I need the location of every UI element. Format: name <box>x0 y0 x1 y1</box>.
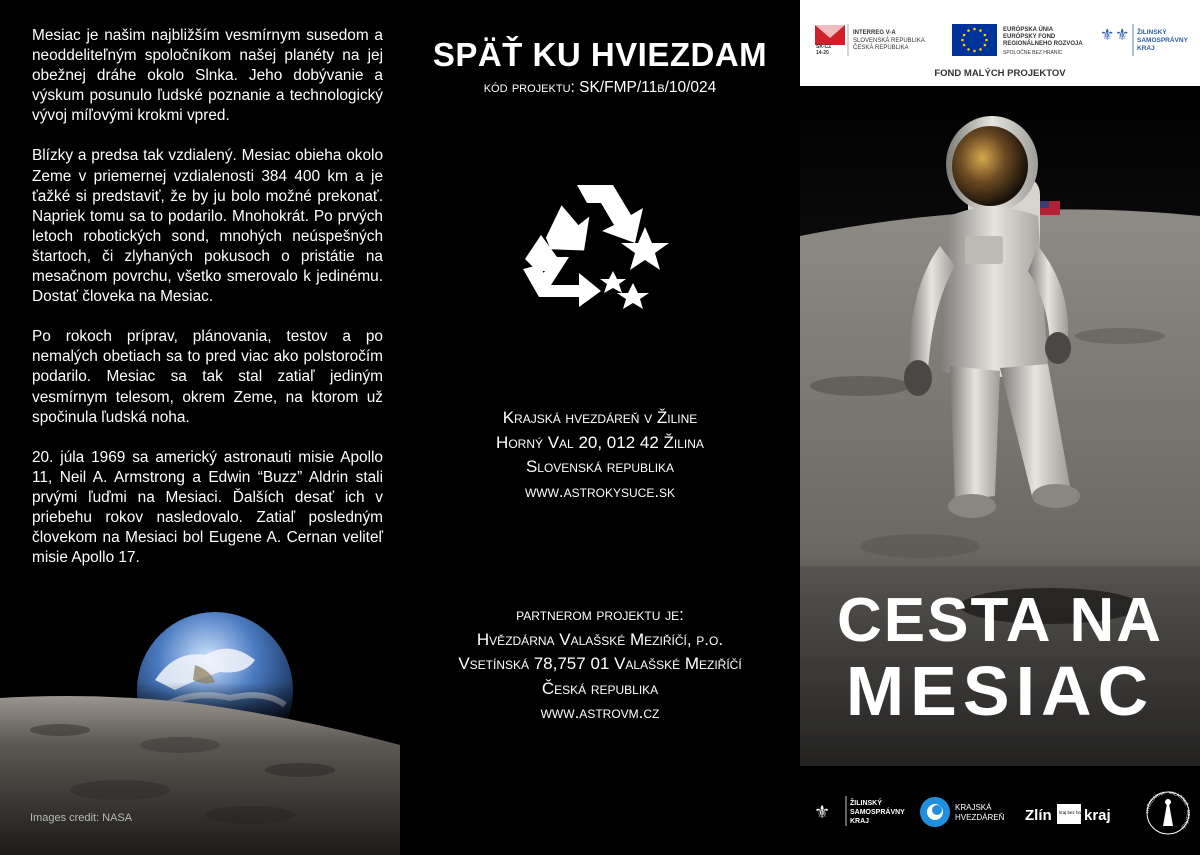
story-text <box>32 26 383 588</box>
zilina-line-1: ŽILINSKÝ <box>1137 29 1167 36</box>
interreg-country-2: ČESKÁ REPUBLIKA <box>853 45 909 51</box>
skcz-label: SK-CZ <box>816 44 832 50</box>
cover-title <box>800 588 1200 728</box>
zilina-white-crest-icon: ⚜ <box>814 802 831 823</box>
address-line-1: Krajská hvezdáreň v Žiline <box>502 408 698 427</box>
eu-motto: SPOLOČNE BEZ HRANÍC <box>1003 50 1063 56</box>
zilina-crest-icon: ⚜ <box>1100 25 1115 44</box>
kh-line-2: HVEZDÁREŇ <box>955 813 1005 822</box>
eu-flag-logo <box>952 24 1083 56</box>
kraj-text: kraj <box>1084 807 1111 824</box>
zilina-region-logo <box>1100 24 1189 56</box>
right-panel <box>800 0 1200 855</box>
zilina-line-2: SAMOSPRÁVNY <box>1137 37 1188 44</box>
partner-heading: partnerom projektu je: <box>516 605 684 624</box>
image-credit: Images credit: NASA <box>30 812 133 824</box>
address-line-2: Horný Val 20, 012 42 Žilina <box>496 432 704 452</box>
zlin-region-logo <box>1025 804 1111 824</box>
partner-line-2: Vsetínská 78,757 01 Valašské Meziříčí <box>458 654 742 673</box>
story-paragraph-2: Blízky a predsa tak vzdialený. Mesiac obieha okolo Zeme v priemernej vzdialenosti 384 400 km a je ťažké si predstaviť, že by ju bolo možné prekonať. Napriek tomu sa to podarilo. Mnohokrát. Po prvých letoch robotických sond, mnohých neúspešných štartoch, či zlyhaných pokusoch o pristátie na mesačnom povrchu, všetko smerovalo k jedinému. Dostať človeka na Mesiac. <box>32 147 383 306</box>
middle-panel <box>400 0 800 855</box>
partner-line-1: Hvězdárna Valašské Meziříčí, p.o. <box>476 629 724 649</box>
eu-regional: REGIONÁLNEHO ROZVOJA <box>1003 41 1083 47</box>
sponsor-logo-strip <box>800 0 1200 86</box>
krajska-hvezdaren-logo <box>920 797 1005 827</box>
zlin-box-text: kraj bez hranic <box>1059 810 1089 815</box>
story-paragraph-1: Mesiac je našim najbližším vesmírnym susedom a neoddeliteľným spoločníkom našej planéty na jej obežnej dráhe okolo Slnka. Jeho dobývanie a výskum posunulo ľudské poznanie a technologický vývoj míľovými krokmi vpred. <box>32 27 383 125</box>
story-paragraph-4: 20. júla 1969 sa americký astronauti misie Apollo 11, Neil A. Armstrong a Edwin “Buzz” Aldrin stali prvými ľuďmi na Mesiaci. Ďalších desať ich v priebehu rokov nasledovalo. Zatiaľ posledným človekom na Mesiaci bol Eugene A. Cernan veliteľ misie Apollo 17. <box>32 448 383 567</box>
interreg-title: INTERREG V-A <box>853 30 896 36</box>
partner-line-3: Česká republika <box>541 678 659 698</box>
partner-website[interactable]: www.astrovm.cz <box>540 703 660 722</box>
partner-address <box>400 603 800 726</box>
left-panel <box>0 0 400 855</box>
zsk-line-3: KRAJ <box>850 818 870 825</box>
address-website[interactable]: www.astrokysuce.sk <box>524 481 676 501</box>
cover-title-line-1: CESTA NA <box>837 586 1163 655</box>
kh-line-1: KRAJSKÁ <box>955 803 992 812</box>
cover-title-line-2: MESIAC <box>845 652 1155 730</box>
project-code: kód projektu: SK/FMP/11b/10/024 <box>483 79 717 96</box>
eu-fund: EURÓPSKY FOND <box>1003 34 1056 40</box>
project-title: SPÄŤ KU HVIEZDAM <box>432 36 768 73</box>
small-projects-fund: FOND MALÝCH PROJEKTOV <box>934 68 1066 79</box>
lunar-horizon-image <box>0 690 400 855</box>
eu-union: EURÓPSKA ÚNIA <box>1003 27 1054 33</box>
zsk-line-1: ŽILINSKÝ <box>850 800 882 807</box>
seal-text: HVĚZDÁRNA · VALAŠSKÉ · MEZIŘÍČÍ <box>1144 789 1192 831</box>
zilina-line-3: KRAJ <box>1137 45 1155 52</box>
interreg-country-1: SLOVENSKÁ REPUBLIKA <box>853 38 925 44</box>
zsk-line-2: SAMOSPRÁVNY <box>850 809 905 816</box>
valasske-mezirici-observatory-seal <box>1145 790 1191 834</box>
recycle-stars-icon <box>515 175 685 310</box>
address-line-3: Slovenská republika <box>525 457 675 476</box>
svg-text:⚜: ⚜ <box>1115 25 1130 44</box>
skcz-years: 14-20 <box>816 50 829 56</box>
zilina-region-white-logo <box>814 796 905 826</box>
partner-logo-strip <box>800 768 1200 855</box>
observatory-address <box>400 406 800 504</box>
story-paragraph-3: Po rokoch príprav, plánovania, testov a po nemalých obetiach sa to pred viac ako polstoročím podarilo. Mesiac sa tak stal zatiaľ jediným vesmírnym telesom, okrem Zeme, na ktorom už spočinula ľudská noha. <box>32 328 383 426</box>
zlin-text: Zlín <box>1025 807 1052 824</box>
interreg-logo <box>815 24 925 56</box>
